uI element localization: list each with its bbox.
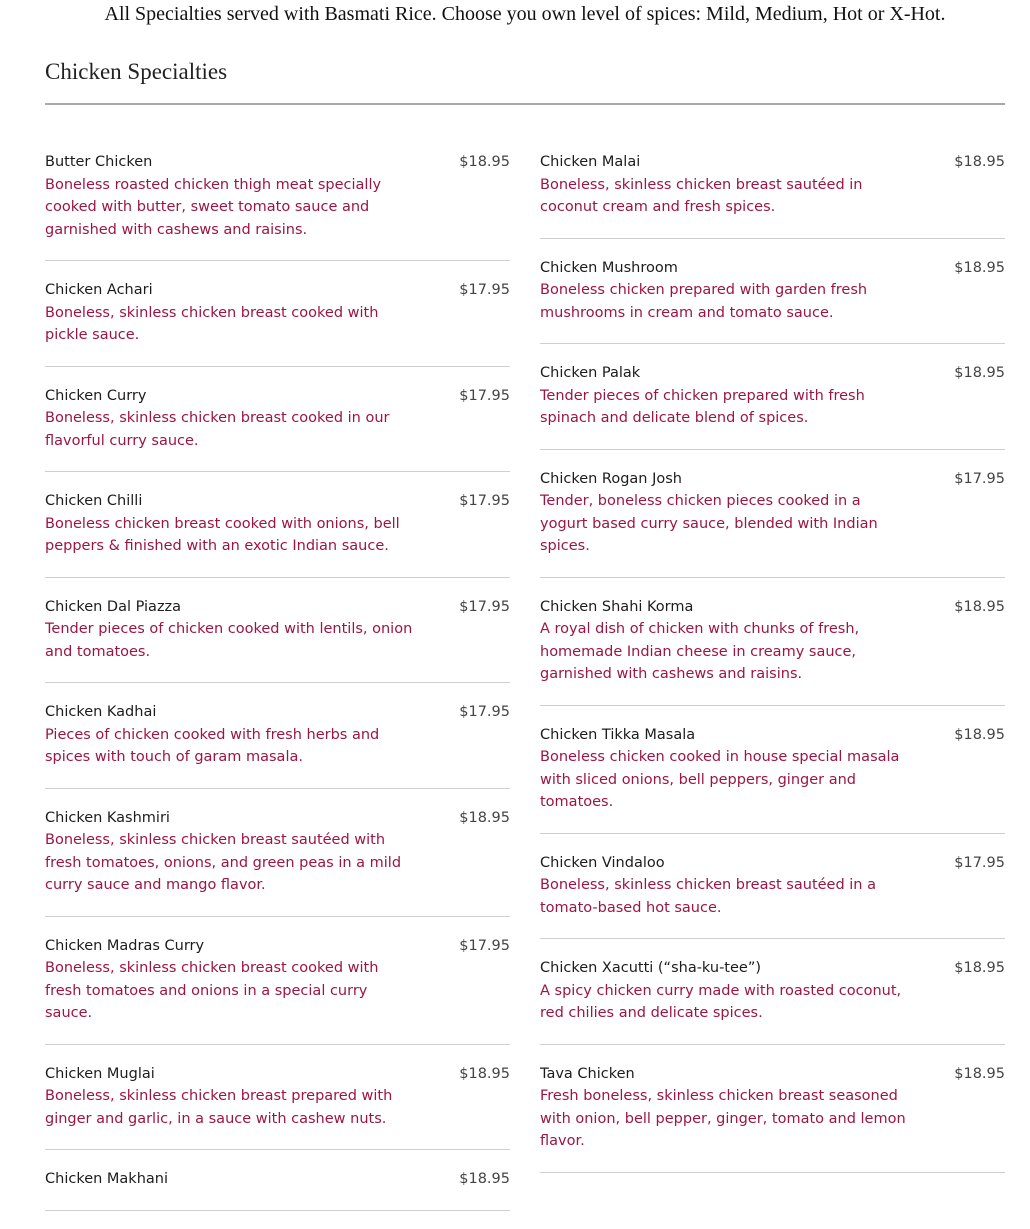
menu-item — [540, 257, 1005, 345]
menu-item-price: $18.95 — [459, 809, 510, 826]
menu-item-name: Chicken Muglai — [45, 1065, 155, 1082]
specialties-intro: All Specialties served with Basmati Rice. Choose you own level of spices: Mild, Medium, Hot or X-Hot. — [104, 3, 946, 25]
menu-item-description: Tender pieces of chicken cooked with lentils, onion and tomatoes. — [45, 621, 413, 660]
menu-item-price: $18.95 — [459, 1065, 510, 1082]
menu-item — [45, 807, 510, 917]
menu-item — [540, 957, 1005, 1045]
menu-item-name: Chicken Malai — [540, 154, 641, 170]
menu-item-price: $17.95 — [459, 598, 510, 615]
menu-item — [540, 1063, 1005, 1173]
menu-item-name: Chicken Kashmiri — [45, 809, 170, 826]
menu-item-name: Chicken Xacutti (“sha-ku-tee”) — [540, 960, 762, 976]
menu-item — [540, 724, 1005, 834]
menu-item-price: $17.95 — [459, 493, 510, 509]
section-divider — [45, 103, 1005, 105]
menu-item-name: Chicken Shahi Korma — [540, 598, 694, 615]
menu-item-price: $17.95 — [954, 854, 1005, 871]
menu-item-name: Chicken Makhani — [45, 1171, 169, 1187]
menu-item-description: Boneless, skinless chicken breast cooked with pickle sauce. — [45, 304, 379, 343]
menu-item-description: Tender, boneless chicken pieces cooked in a yogurt based curry sauce, blended with Indian spices. — [540, 493, 878, 554]
menu-item-price: $18.95 — [459, 154, 510, 170]
menu-item-price: $18.95 — [954, 960, 1005, 976]
menu-item — [45, 935, 510, 1045]
menu-item-price: $18.95 — [954, 259, 1005, 276]
section-title: Chicken Specialties — [45, 59, 228, 84]
menu-item-description: Boneless, skinless chicken breast prepared with ginger and garlic, in a sauce with cashew nuts. — [45, 1088, 393, 1127]
menu-item-price: $17.95 — [954, 470, 1005, 487]
menu-item — [45, 385, 510, 473]
menu-item-name: Chicken Palak — [540, 365, 641, 381]
menu-item-description: Boneless, skinless chicken breast sautéed with fresh tomatoes, onions, and green peas in a mild curry sauce and mango flavor. — [45, 832, 402, 893]
menu-item-description: A spicy chicken curry made with roasted coconut, red chilies and delicate spices. — [540, 982, 902, 1021]
menu-item — [45, 701, 510, 789]
menu-item — [540, 468, 1005, 578]
menu-item-name: Chicken Madras Curry — [45, 937, 205, 954]
menu-item-name: Chicken Mushroom — [540, 259, 678, 276]
menu-item — [540, 151, 1005, 239]
menu-item — [45, 490, 510, 578]
menu-item-description: Boneless, skinless chicken breast cooked with fresh tomatoes and onions in a special curry sauce. — [45, 960, 379, 1021]
menu-item-description: Boneless chicken breast cooked with onions, bell peppers & finished with an exotic Indian sauce. — [45, 515, 400, 554]
menu-item-price: $17.95 — [459, 704, 510, 720]
menu-item-price: $18.95 — [954, 726, 1005, 743]
menu-item — [45, 279, 510, 367]
menu-item-price: $18.95 — [954, 365, 1005, 381]
menu-column-left — [45, 151, 510, 1229]
menu-item-description: Tender pieces of chicken prepared with fresh spinach and delicate blend of spices. — [540, 387, 865, 426]
menu-item-price: $18.95 — [954, 598, 1005, 615]
menu-item — [45, 1063, 510, 1151]
menu-item-price: $17.95 — [459, 937, 510, 954]
menu-item-description: Boneless, skinless chicken breast sautéed in coconut cream and fresh spices. — [540, 176, 863, 215]
menu-item-name: Chicken Tikka Masala — [540, 726, 696, 743]
menu-item-description: Boneless chicken prepared with garden fresh mushrooms in cream and tomato sauce. — [540, 282, 868, 321]
menu-item — [540, 596, 1005, 706]
menu-item — [45, 151, 510, 261]
menu-item-name: Tava Chicken — [540, 1065, 635, 1082]
menu-item-name: Chicken Achari — [45, 282, 153, 298]
menu-item-name: Chicken Kadhai — [45, 704, 157, 720]
menu-item-description: Boneless roasted chicken thigh meat specially cooked with butter, sweet tomato sauce and garnished with cashews and raisins. — [45, 176, 382, 238]
menu-item-name: Butter Chicken — [45, 154, 153, 170]
menu-item-price: $18.95 — [459, 1171, 510, 1187]
menu-item-description: Pieces of chicken cooked with fresh herbs and spices with touch of garam masala. — [45, 726, 380, 765]
menu-item — [45, 596, 510, 684]
menu-item — [45, 1168, 510, 1211]
menu-item-price: $17.95 — [459, 387, 510, 404]
menu-item-description: Boneless, skinless chicken breast sautéed in a tomato-based hot sauce. — [540, 877, 876, 916]
menu-item-name: Chicken Curry — [45, 387, 147, 404]
menu-item-description: A royal dish of chicken with chunks of fresh, homemade Indian cheese in creamy sauce, garnished with cashews and raisins. — [540, 621, 860, 682]
menu-item-name: Chicken Chilli — [45, 493, 143, 509]
menu-item — [540, 362, 1005, 450]
menu-item-price: $17.95 — [459, 282, 510, 298]
menu-item-description: Boneless chicken cooked in house special masala with sliced onions, bell peppers, ginger and tomatoes. — [540, 749, 900, 810]
menu-item — [540, 852, 1005, 940]
menu-item-description: Boneless, skinless chicken breast cooked in our flavorful curry sauce. — [45, 410, 390, 449]
menu-item-name: Chicken Vindaloo — [540, 854, 665, 871]
menu-item-price: $18.95 — [954, 1065, 1005, 1082]
menu-column-right — [540, 151, 1005, 1191]
menu-item-name: Chicken Dal Piazza — [45, 598, 182, 615]
menu-item-description: Fresh boneless, skinless chicken breast seasoned with onion, bell pepper, ginger, tomato and lemon flavor. — [540, 1088, 906, 1149]
menu-item-price: $18.95 — [954, 154, 1005, 170]
menu-item-name: Chicken Rogan Josh — [540, 470, 682, 487]
